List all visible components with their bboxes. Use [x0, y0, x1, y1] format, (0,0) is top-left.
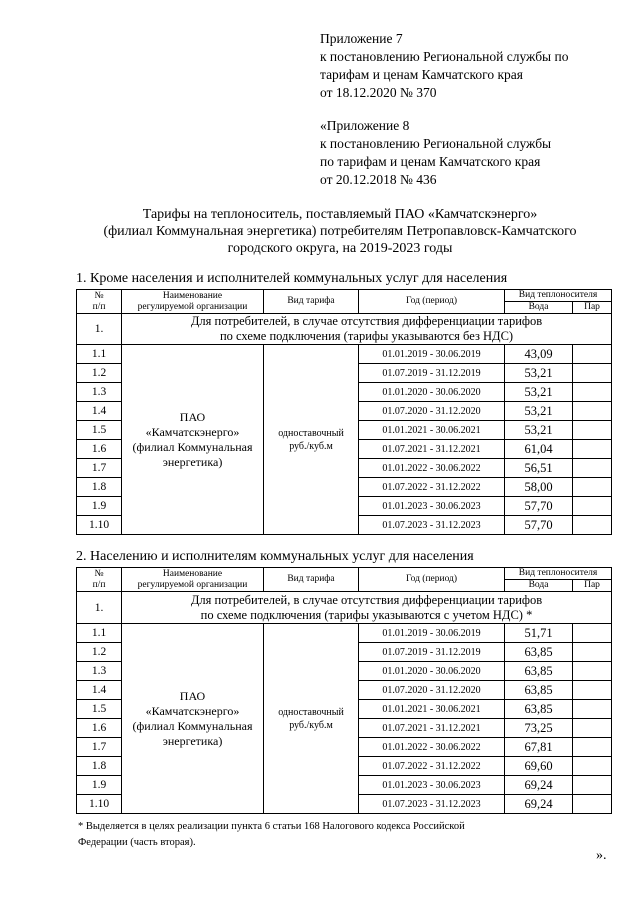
tariff-kind — [264, 624, 359, 814]
period-cell: 01.07.2022 - 31.12.2022 — [359, 478, 505, 497]
row-num: 1.7 — [77, 738, 122, 757]
organization-name — [122, 345, 264, 535]
period-cell: 01.07.2020 - 31.12.2020 — [359, 402, 505, 421]
col-org-header: Наименование регулируемой организации — [122, 568, 264, 592]
col-carrier-header: Вид теплоносителя — [505, 290, 612, 302]
steam-price-cell — [573, 345, 612, 364]
header-line: тарифам и ценам Камчатского края — [320, 67, 523, 82]
col-period-header: Год (период) — [359, 290, 505, 314]
tariff-kind-line: руб./куб.м — [289, 440, 333, 452]
period-cell: 01.07.2021 - 31.12.2021 — [359, 440, 505, 459]
water-price-cell: 53,21 — [505, 421, 573, 440]
header-line: от 20.12.2018 № 436 — [320, 172, 437, 187]
steam-price-cell — [573, 383, 612, 402]
period-cell: 01.07.2023 - 31.12.2023 — [359, 795, 505, 814]
tariff-kind-line: одноставочный — [278, 706, 344, 718]
header-line: «Приложение 8 — [320, 118, 410, 133]
steam-price-cell — [573, 700, 612, 719]
steam-price-cell — [573, 662, 612, 681]
col-period-header: Год (период) — [359, 568, 505, 592]
footnote — [78, 819, 598, 851]
period-cell: 01.07.2019 - 31.12.2019 — [359, 364, 505, 383]
water-price-cell: 56,51 — [505, 459, 573, 478]
col-num-header: № п/п — [77, 568, 122, 592]
water-price-cell: 63,85 — [505, 700, 573, 719]
water-price-cell: 43,09 — [505, 345, 573, 364]
steam-price-cell — [573, 478, 612, 497]
tariff-kind — [264, 345, 359, 535]
period-cell: 01.07.2023 - 31.12.2023 — [359, 516, 505, 535]
col-tariff-type-header: Вид тарифа — [264, 290, 359, 314]
table-row — [77, 345, 612, 364]
water-price-cell: 69,24 — [505, 776, 573, 795]
organization-line: энергетика) — [162, 454, 223, 469]
row-num: 1.1 — [77, 624, 122, 643]
period-cell: 01.01.2019 - 30.06.2019 — [359, 345, 505, 364]
water-price-cell: 67,81 — [505, 738, 573, 757]
title-line: городского округа, на 2019-2023 годы — [227, 241, 453, 256]
row-num: 1.3 — [77, 662, 122, 681]
steam-price-cell — [573, 795, 612, 814]
col-carrier-header: Вид теплоносителя — [505, 568, 612, 580]
merged-row-num: 1. — [77, 314, 122, 345]
header-line: по тарифам и ценам Камчатского края — [320, 154, 541, 169]
period-cell: 01.07.2022 - 31.12.2022 — [359, 757, 505, 776]
row-num: 1.5 — [77, 700, 122, 719]
organization-name — [122, 624, 264, 814]
water-price-cell: 63,85 — [505, 681, 573, 700]
row-num: 1.7 — [77, 459, 122, 478]
organization-line: ПАО — [179, 409, 206, 424]
header-line: к постановлению Региональной службы по — [320, 49, 569, 64]
row-num: 1.3 — [77, 383, 122, 402]
organization-line: «Камчатскэнерго» — [145, 424, 240, 439]
steam-price-cell — [573, 719, 612, 738]
tariff-table-2 — [76, 567, 612, 814]
steam-price-cell — [573, 643, 612, 662]
organization-line: ПАО — [179, 688, 206, 703]
steam-price-cell — [573, 516, 612, 535]
water-price-cell: 57,70 — [505, 497, 573, 516]
water-price-cell: 61,04 — [505, 440, 573, 459]
steam-price-cell — [573, 440, 612, 459]
header-line: к постановлению Региональной службы — [320, 136, 552, 151]
row-num: 1.9 — [77, 497, 122, 516]
steam-price-cell — [573, 459, 612, 478]
row-num: 1.2 — [77, 643, 122, 662]
steam-price-cell — [573, 402, 612, 421]
col-steam-header: Пар — [573, 580, 612, 592]
header-block-2 — [320, 117, 551, 189]
organization-line: «Камчатскэнерго» — [145, 703, 240, 718]
row-num: 1.6 — [77, 440, 122, 459]
period-cell: 01.01.2020 - 30.06.2020 — [359, 662, 505, 681]
row-num: 1.4 — [77, 402, 122, 421]
steam-price-cell — [573, 497, 612, 516]
col-water-header: Вода — [505, 302, 573, 314]
row-num: 1.9 — [77, 776, 122, 795]
water-price-cell: 51,71 — [505, 624, 573, 643]
col-water-header: Вода — [505, 580, 573, 592]
col-org-header: Наименование регулируемой организации — [122, 290, 264, 314]
period-cell: 01.01.2021 - 30.06.2021 — [359, 421, 505, 440]
water-price-cell: 57,70 — [505, 516, 573, 535]
footnote-line: Федерации (часть вторая). — [78, 837, 196, 848]
period-cell: 01.01.2020 - 30.06.2020 — [359, 383, 505, 402]
steam-price-cell — [573, 681, 612, 700]
period-cell: 01.01.2022 - 30.06.2022 — [359, 738, 505, 757]
merged-row-text: Для потребителей, в случае отсутствия дифференциации тарифов по схеме подключения (тарифы указываются с учетом НДС) * — [122, 592, 612, 624]
tariff-kind-line: одноставочный — [278, 427, 344, 439]
period-cell: 01.07.2019 - 31.12.2019 — [359, 643, 505, 662]
water-price-cell: 53,21 — [505, 402, 573, 421]
row-num: 1.8 — [77, 757, 122, 776]
col-num-header: № п/п — [77, 290, 122, 314]
tariff-table-1 — [76, 289, 612, 535]
title-line: (филиал Коммунальная энергетика) потребителям Петропавловск-Камчатского — [103, 224, 577, 239]
tariff-kind-line: руб./куб.м — [289, 719, 333, 731]
merged-row-text: Для потребителей, в случае отсутствия дифференциации тарифов по схеме подключения (тарифы указываются без НДС) — [122, 314, 612, 345]
water-price-cell: 53,21 — [505, 383, 573, 402]
water-price-cell: 53,21 — [505, 364, 573, 383]
header-block-1 — [320, 30, 568, 102]
section-1-heading: 1. Кроме населения и исполнителей коммунальных услуг для населения — [76, 271, 508, 286]
steam-price-cell — [573, 421, 612, 440]
water-price-cell: 73,25 — [505, 719, 573, 738]
row-num: 1.10 — [77, 516, 122, 535]
row-num: 1.4 — [77, 681, 122, 700]
row-num: 1.2 — [77, 364, 122, 383]
organization-line: (филиал Коммунальная — [132, 439, 253, 454]
col-steam-header: Пар — [573, 302, 612, 314]
steam-price-cell — [573, 757, 612, 776]
col-tariff-type-header: Вид тарифа — [264, 568, 359, 592]
title-line: Тарифы на теплоноситель, поставляемый ПАО «Камчатскэнерго» — [142, 207, 538, 222]
document-title — [70, 206, 610, 257]
merged-row-num: 1. — [77, 592, 122, 624]
organization-line: (филиал Коммунальная — [132, 718, 253, 733]
row-num: 1.6 — [77, 719, 122, 738]
steam-price-cell — [573, 738, 612, 757]
period-cell: 01.01.2023 - 30.06.2023 — [359, 776, 505, 795]
steam-price-cell — [573, 624, 612, 643]
water-price-cell: 69,24 — [505, 795, 573, 814]
row-num: 1.10 — [77, 795, 122, 814]
header-line: Приложение 7 — [320, 31, 403, 46]
water-price-cell: 58,00 — [505, 478, 573, 497]
period-cell: 01.01.2019 - 30.06.2019 — [359, 624, 505, 643]
table-row — [77, 624, 612, 643]
section-2-heading: 2. Населению и исполнителям коммунальных услуг для населения — [76, 549, 474, 564]
row-num: 1.8 — [77, 478, 122, 497]
organization-line: энергетика) — [162, 733, 223, 748]
row-num: 1.1 — [77, 345, 122, 364]
period-cell: 01.01.2021 - 30.06.2021 — [359, 700, 505, 719]
closing-quote: ». — [596, 848, 607, 863]
steam-price-cell — [573, 776, 612, 795]
row-num: 1.5 — [77, 421, 122, 440]
period-cell: 01.01.2023 - 30.06.2023 — [359, 497, 505, 516]
header-line: от 18.12.2020 № 370 — [320, 85, 437, 100]
period-cell: 01.07.2021 - 31.12.2021 — [359, 719, 505, 738]
footnote-line: * Выделяется в целях реализации пункта 6 статьи 168 Налогового кодекса Российской — [78, 821, 465, 832]
period-cell: 01.01.2022 - 30.06.2022 — [359, 459, 505, 478]
water-price-cell: 69,60 — [505, 757, 573, 776]
steam-price-cell — [573, 364, 612, 383]
period-cell: 01.07.2020 - 31.12.2020 — [359, 681, 505, 700]
water-price-cell: 63,85 — [505, 662, 573, 681]
water-price-cell: 63,85 — [505, 643, 573, 662]
